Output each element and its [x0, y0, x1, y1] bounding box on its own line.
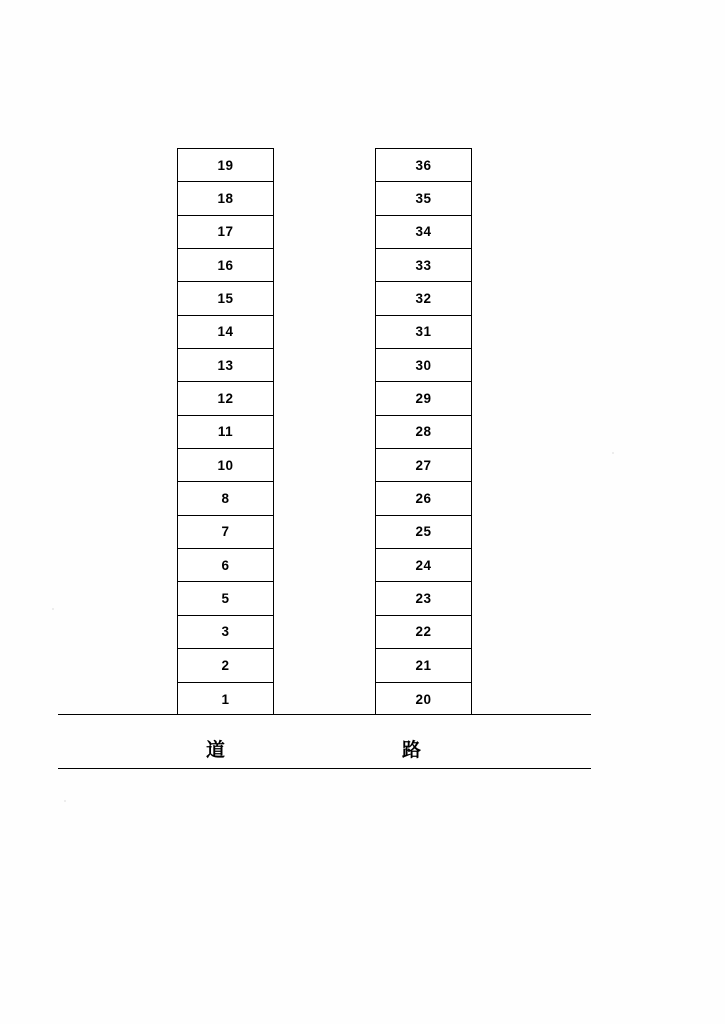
parking-stall: 2	[178, 649, 273, 682]
parking-stall: 31	[376, 316, 471, 349]
parking-stall: 25	[376, 516, 471, 549]
parking-stall: 23	[376, 582, 471, 615]
parking-stall: 19	[178, 149, 273, 182]
road-edge-line-bottom	[58, 768, 591, 769]
parking-stall: 14	[178, 316, 273, 349]
parking-stall: 1	[221, 691, 230, 707]
scan-speck	[52, 608, 54, 610]
parking-stall: 28	[376, 416, 471, 449]
parking-stall: 30	[376, 349, 471, 382]
parking-stall: 34	[376, 216, 471, 249]
parking-stall: 20	[415, 691, 432, 707]
right-stall-column	[375, 148, 472, 715]
parking-stall: 7	[178, 516, 273, 549]
road-label-first-character: 道	[206, 739, 226, 761]
parking-stall: 18	[178, 182, 273, 215]
left-stall-column	[177, 148, 274, 715]
parking-stall: 21	[376, 649, 471, 682]
parking-stall: 29	[376, 382, 471, 415]
parking-stall: 17	[178, 216, 273, 249]
parking-stall: 35	[376, 182, 471, 215]
parking-stall: 26	[376, 482, 471, 515]
parking-stall: 3	[178, 616, 273, 649]
parking-stall: 10	[178, 449, 273, 482]
road-edge-line-top	[58, 714, 591, 715]
parking-stall: 6	[178, 549, 273, 582]
parking-stall: 15	[178, 282, 273, 315]
scan-speck	[612, 452, 614, 454]
parking-stall: 24	[376, 549, 471, 582]
parking-stall: 22	[376, 616, 471, 649]
scan-speck	[64, 800, 66, 802]
parking-stall: 13	[178, 349, 273, 382]
parking-stall: 33	[376, 249, 471, 282]
parking-stall: 27	[376, 449, 471, 482]
parking-stall: 36	[376, 149, 471, 182]
parking-stall: 16	[178, 249, 273, 282]
parking-stall: 8	[178, 482, 273, 515]
parking-stall: 12	[178, 382, 273, 415]
parking-stall: 5	[178, 582, 273, 615]
parking-stall: 11	[178, 416, 273, 449]
road-label-second-character: 路	[402, 739, 422, 761]
parking-stall: 32	[376, 282, 471, 315]
